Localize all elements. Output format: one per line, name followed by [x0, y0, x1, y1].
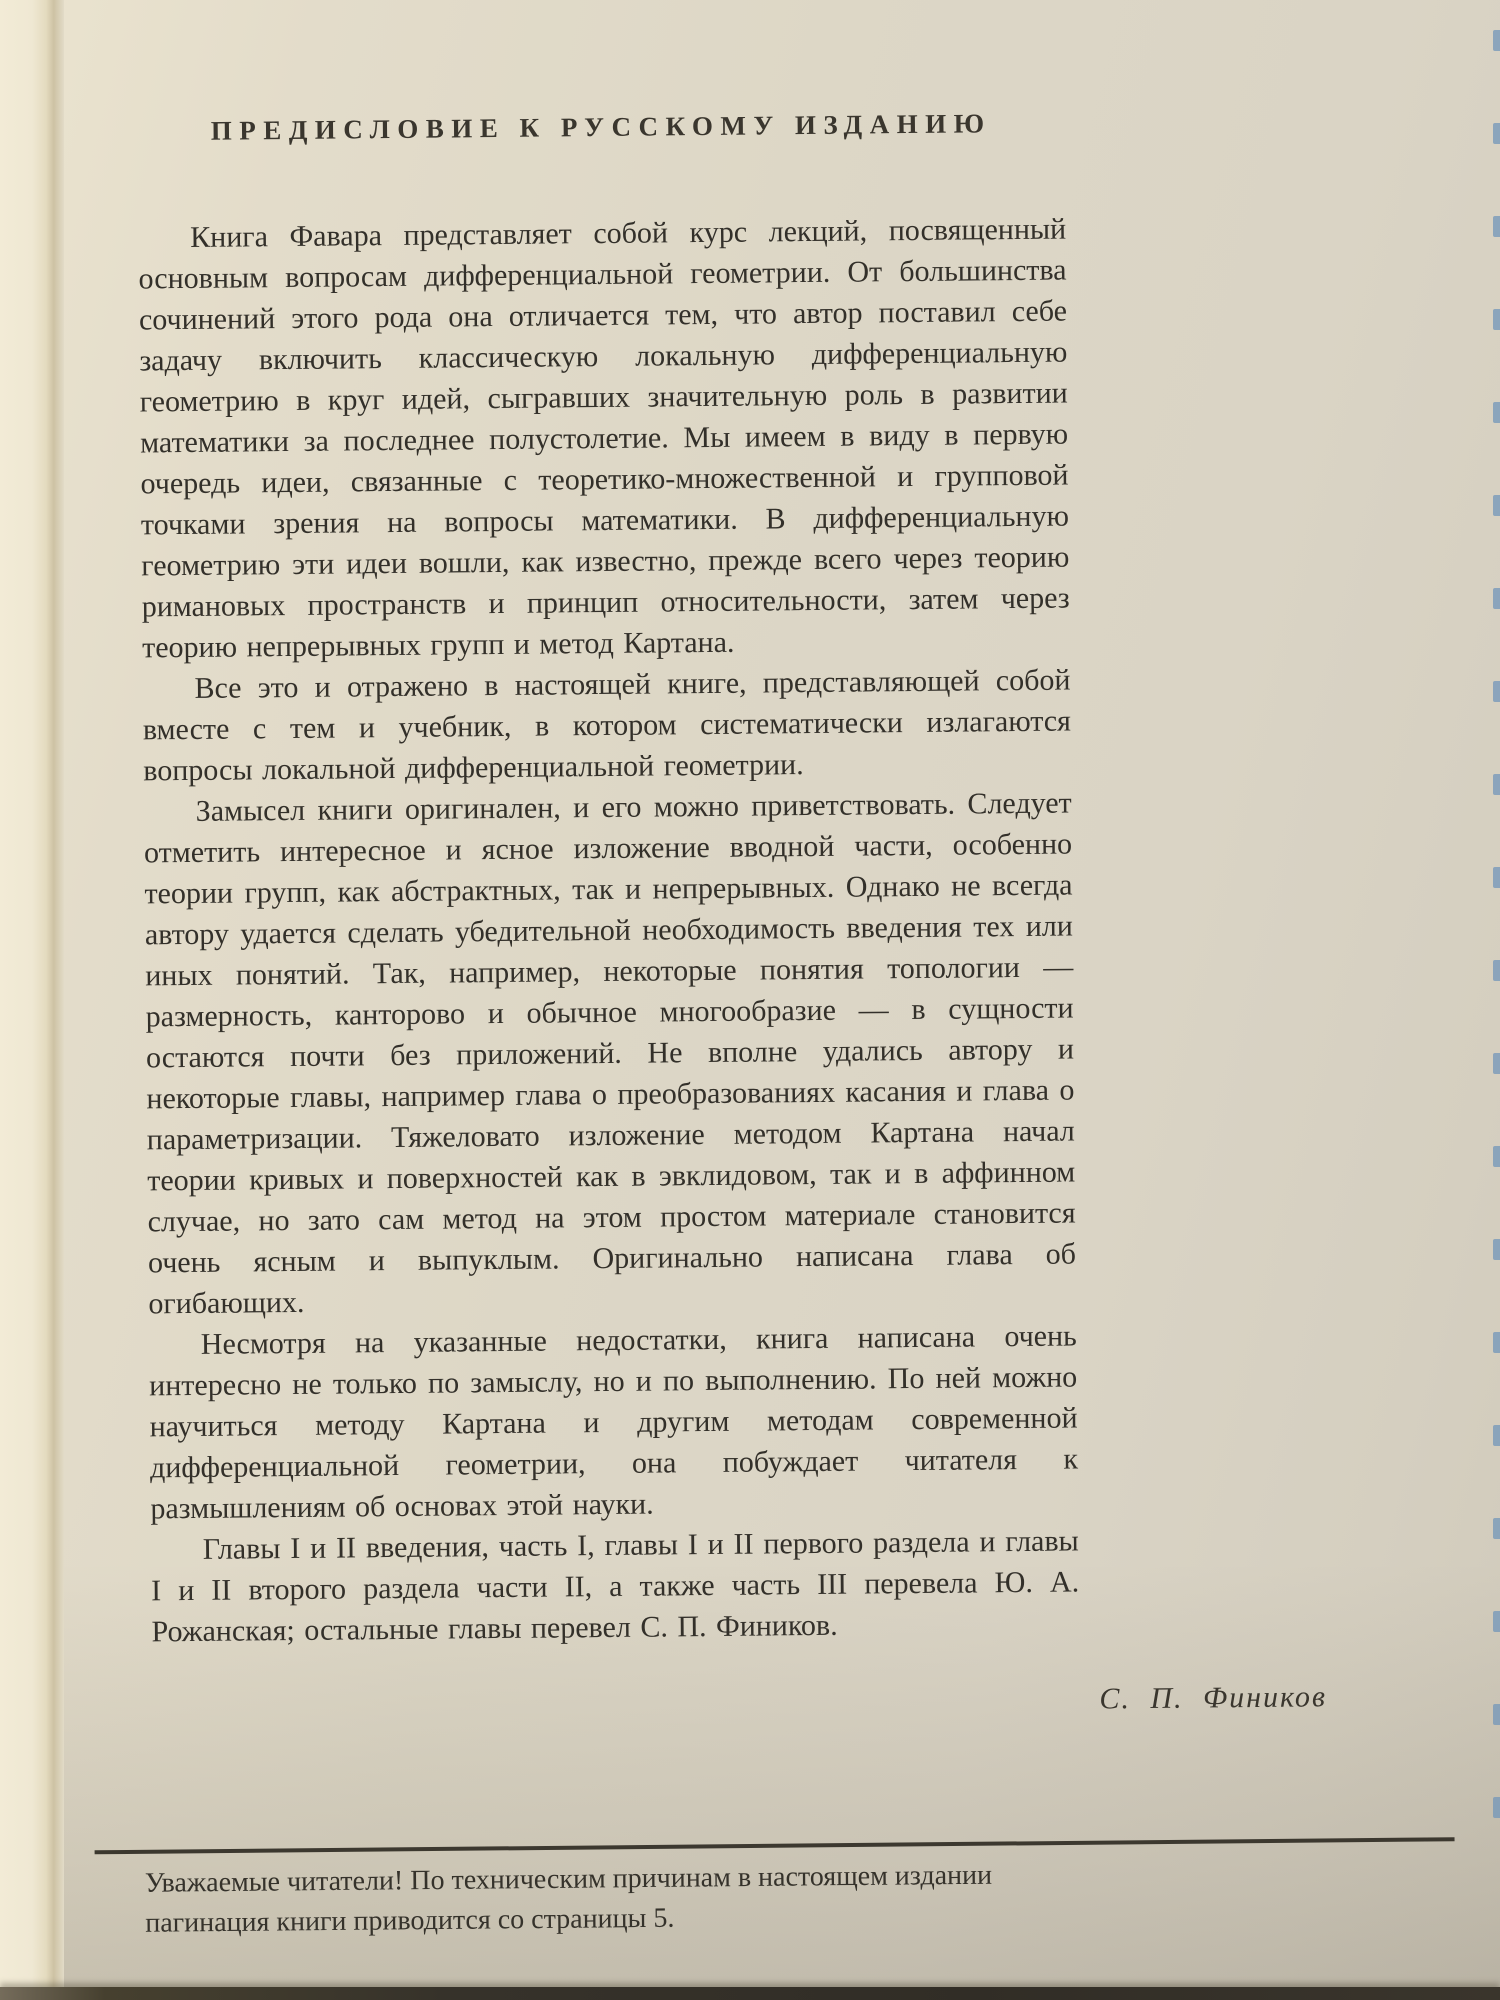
- edge-mark: [1493, 774, 1500, 795]
- edge-mark: [1493, 588, 1500, 609]
- page-edge-marks: [1490, 0, 1500, 2000]
- edge-mark: [1493, 1704, 1500, 1725]
- edge-mark: [1493, 402, 1500, 423]
- edge-mark: [1493, 495, 1500, 516]
- edge-mark: [1493, 867, 1500, 888]
- edge-mark: [1493, 1518, 1500, 1539]
- preface-paragraph: Все это и отражено в настоящей книге, представляющей собой вместе с тем и учебник, в котором систематически излагаются вопросы локальной дифференциальной геометрии.: [142, 663, 1072, 788]
- footnote-line: Уважаемые читатели! По техническим причинам в настоящем издании: [144, 1859, 993, 1899]
- page-gutter-fold: [0, 0, 64, 2000]
- footnote-text: [145, 1854, 1126, 1943]
- edge-mark: [1493, 1239, 1500, 1260]
- translator-signature: С. П. Фиников: [1099, 1680, 1328, 1716]
- edge-mark: [1493, 1611, 1500, 1632]
- edge-mark: [1493, 681, 1500, 702]
- edge-mark: [1493, 123, 1500, 144]
- footnote-divider: [95, 1837, 1455, 1854]
- preface-body: [138, 209, 1080, 1653]
- edge-mark: [1493, 216, 1500, 237]
- edge-mark: [1493, 309, 1500, 330]
- publisher-footnote: [0, 1837, 1500, 1945]
- preface-paragraph: Несмотря на указанные недостатки, книга написана очень интересно не только по замыслу, но и по выполнению. По ней можно научиться методу Картана и другим методам современной дифференциальной геометрии, она побуждает читателя к размышлениям об основах этой науки.: [149, 1319, 1079, 1526]
- edge-mark: [1493, 1146, 1500, 1167]
- edge-mark: [1493, 1053, 1500, 1074]
- edge-mark: [1493, 960, 1500, 981]
- edge-mark: [1493, 1797, 1500, 1818]
- preface-paragraph: Главы I и II введения, часть I, главы I и II первого раздела и главы I и II второго раздела части II, а также часть III перевела Ю. А. Рожанская; остальные главы перевел С. П. Фиников.: [151, 1524, 1080, 1649]
- table-edge-shadow: [0, 1987, 1500, 2000]
- page-title: ПРЕДИСЛОВИЕ К РУССКОМУ ИЗДАНИЮ: [210, 108, 992, 146]
- preface-text-column: [137, 108, 1080, 1653]
- preface-paragraph: Замысел книги оригинален, и его можно приветствовать. Следует отметить интересное и ясное изложение вводной части, особенно теории групп, как абстрактных, так и непрерывных. Однако не всегда автору удается сделать убедительной необходимость введения тех или иных понятий. Так, например, некоторые понятия топологии — размерность, канторово и обычное многообразие — в сущности остаются почти без приложений. Не вполне удались автору и некоторые главы, например глава о преобразованиях касания и глава о параметризации. Тяжеловато изложение методом Картана начал теории кривых и поверхностей как в эвклидовом, так и в аффинном случае, но зато сам метод на этом простом материале становится очень ясным и выпуклым. Оригинально написана глава об огибающих.: [143, 786, 1077, 1321]
- edge-mark: [1493, 1425, 1500, 1446]
- preface-paragraph: Книга Фавара представляет собой курс лекций, посвященный основным вопросам дифференциальной геометрии. От большинства сочинений этого рода она отличается тем, что автор поставил себе задачу включить классическую локальную дифференциальную геометрию в круг идей, сыгравших значительную роль в развитии математики за последнее полустолетие. Мы имеем в виду в первую очередь идеи, связанные с теоретико-множественной и групповой точками зрения на вопросы математики. В дифференциальную геометрию эти идеи вошли, как известно, прежде всего через теорию римановых пространств и принцип относительности, затем через теорию непрерывных групп и метод Картана.: [138, 212, 1070, 665]
- edge-mark: [1493, 30, 1500, 51]
- footnote-line: пагинация книги приводится со страницы 5.: [145, 1902, 675, 1939]
- edge-mark: [1493, 1332, 1500, 1353]
